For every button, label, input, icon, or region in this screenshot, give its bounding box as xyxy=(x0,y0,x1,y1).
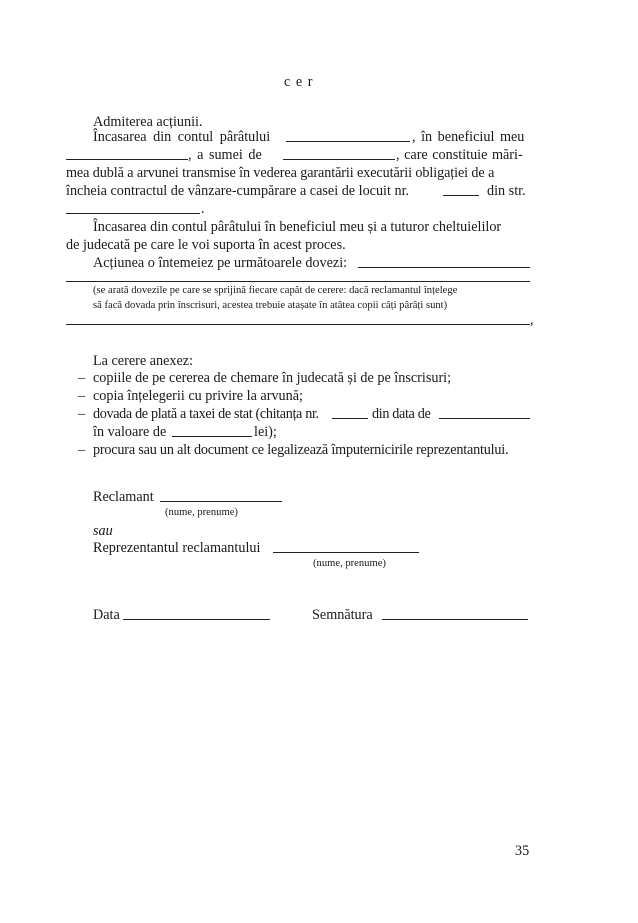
request-text: . xyxy=(201,201,205,217)
request-text: , xyxy=(530,312,534,328)
blank-signature-line xyxy=(382,619,528,620)
annex-item: copiile de pe cererea de chemare în judecată și de pe înscrisuri; xyxy=(93,370,452,386)
annex-item: din data de xyxy=(372,406,431,422)
blank-plaintiff-name-line xyxy=(160,501,282,502)
list-dash: – xyxy=(78,370,86,386)
request-text: de judecată pe care le voi suporta în acest proces. xyxy=(66,237,346,253)
plaintiff-label: Reclamant xyxy=(93,489,154,505)
request-text: , a sumei de xyxy=(188,147,262,163)
blank-street-line xyxy=(66,213,200,214)
annex-item: dovada de plată a taxei de stat (chitanța nr. xyxy=(93,406,319,422)
request-text: încheia contractul de vânzare-cumpărare a casei de locuit nr. xyxy=(66,183,410,199)
blank-receipt-date-line xyxy=(439,418,530,419)
document-heading: c e r xyxy=(284,74,314,90)
blank-receipt-number-line xyxy=(332,418,368,419)
blank-beneficiary-line xyxy=(66,159,188,160)
blank-defendant-line xyxy=(286,141,410,142)
annex-item: copia înțelegerii cu privire la arvună; xyxy=(93,388,303,404)
request-text: , în beneficiul meu xyxy=(412,129,525,145)
blank-date-line xyxy=(123,619,270,620)
blank-evidence-line-2 xyxy=(66,281,530,282)
name-hint: (nume, prenume) xyxy=(313,558,386,569)
evidence-note: să facă dovada prin înscrisuri, acestea trebuie atașate în atâtea copii câți pârâți sunt) xyxy=(93,300,448,311)
page-number: 35 xyxy=(515,843,530,859)
blank-evidence-line xyxy=(358,267,530,268)
list-dash: – xyxy=(78,442,86,458)
request-text: , care constituie mări- xyxy=(396,147,523,163)
blank-amount-line xyxy=(172,436,252,437)
request-text: mea dublă a arvunei transmise în vederea garantării executării obligației de a xyxy=(66,165,495,181)
blank-house-number-line xyxy=(443,195,479,196)
signature-label: Semnătura xyxy=(312,607,373,623)
annex-item: procura sau un alt document ce legalizează împuternicirile reprezentantului. xyxy=(93,442,509,458)
name-hint: (nume, prenume) xyxy=(165,507,238,518)
blank-sum-line xyxy=(283,159,395,160)
annex-item: în valoare de xyxy=(93,424,167,440)
request-text: Încasarea din contul pârâtului în beneficiul meu și a tuturor cheltuielilor xyxy=(93,219,502,235)
or-label: sau xyxy=(93,523,113,539)
list-dash: – xyxy=(78,388,86,404)
request-text: Încasarea din contul pârâtului xyxy=(93,129,271,145)
representative-label: Reprezentantul reclamantului xyxy=(93,540,261,556)
blank-evidence-line-3 xyxy=(66,324,530,325)
request-text: Acțiunea o întemeiez pe următoarele dovezi: xyxy=(93,255,348,271)
date-label: Data xyxy=(93,607,120,623)
request-item-admission: Admiterea acțiunii. xyxy=(93,114,203,130)
request-text: din str. xyxy=(487,183,526,199)
annex-title: La cerere anexez: xyxy=(93,353,194,369)
blank-representative-name-line xyxy=(273,552,419,553)
evidence-note: (se arată dovezile pe care se sprijină fiecare capăt de cerere: dacă reclamantul înțelege xyxy=(93,285,458,296)
annex-item: lei); xyxy=(254,424,277,440)
list-dash: – xyxy=(78,406,86,422)
